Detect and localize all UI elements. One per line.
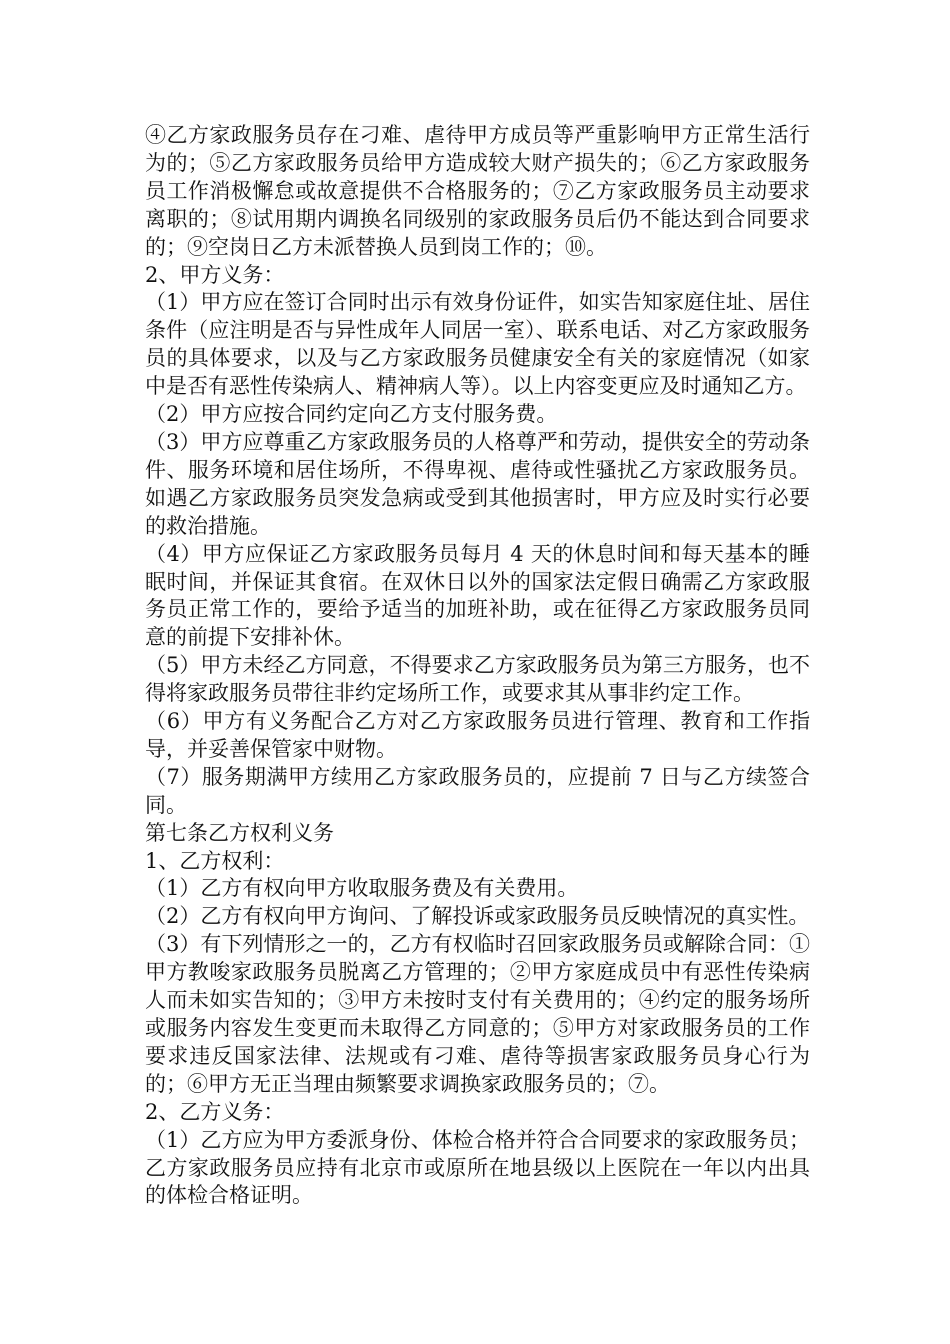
- heading-party-b-obligations: 2、乙方义务：: [145, 1099, 285, 1124]
- paragraph-party-a-obligation-5: （5）甲方未经乙方同意，不得要求乙方家政服务员为第三方服务，也不得将家政服务员带往非约定场所工作，或要求其从事非约定工作。: [145, 653, 810, 706]
- paragraph-party-b-right-1: （1）乙方有权向甲方收取服务费及有关费用。: [145, 876, 579, 901]
- paragraph-party-a-obligation-2: （2）甲方应按合同约定向乙方支付服务费。: [145, 402, 558, 427]
- paragraph-party-b-obligation-1: （1）乙方应为甲方委派身份、体检合格并符合合同要求的家政服务员；乙方家政服务员应持有北京市或原所在地县级以上医院在一年以内出具的体检合格证明。: [145, 1127, 810, 1208]
- document-page: [145, 122, 810, 1210]
- heading-article-7: 第七条乙方权利义务: [145, 820, 334, 845]
- paragraph-party-a-obligation-4: （4）甲方应保证乙方家政服务员每月 4 天的休息时间和每天基本的睡眠时间，并保证其食宿。在双休日以外的国家法定假日确需乙方家政服务员正常工作的，要给予适当的加班补助，或在征得乙方家政服务员同意的前提下安排补休。: [145, 541, 810, 650]
- paragraph-party-a-obligation-3: （3）甲方应尊重乙方家政服务员的人格尊严和劳动，提供安全的劳动条件、服务环境和居住场所，不得卑视、虐待或性骚扰乙方家政服务员。如遇乙方家政服务员突发急病或受到其他损害时，甲方应及时实行必要的救治措施。: [145, 429, 810, 538]
- paragraph-party-b-right-2: （2）乙方有权向甲方询问、了解投诉或家政服务员反映情况的真实性。: [145, 904, 810, 929]
- heading-party-b-rights: 1、乙方权利：: [145, 848, 285, 873]
- heading-party-a-obligations: 2、甲方义务：: [145, 262, 285, 287]
- paragraph-party-b-right-3: （3）有下列情形之一的，乙方有权临时召回家政服务员或解除合同：① 甲方教唆家政服务员脱离乙方管理的；②甲方家庭成员中有恶性传染病人而未如实告知的；③甲方未按时支付有关费用的；④约定的服务场所或服务内容发生变更而未取得乙方同意的；⑤甲方对家政服务员的工作要求违反国家法律、法规或有刁难、虐待等损害家政服务员身心行为的；⑥甲方无正当理由频繁要求调换家政服务员的；⑦。: [145, 932, 810, 1096]
- paragraph-party-a-obligation-7: （7）服务期满甲方续用乙方家政服务员的，应提前 7 日与乙方续签合同。: [145, 764, 810, 817]
- paragraph-obligation-list-continued: ④乙方家政服务员存在刁难、虐待甲方成员等严重影响甲方正常生活行为的；⑤乙方家政服务员给甲方造成较大财产损失的；⑥乙方家政服务员工作消极懈怠或故意提供不合格服务的；⑦乙方家政服务员主动要求离职的；⑧试用期内调换名同级别的家政服务员后仍不能达到合同要求的；⑨空岗日乙方未派替换人员到岗工作的；⑩。: [145, 123, 810, 259]
- paragraph-party-a-obligation-6: （6）甲方有义务配合乙方对乙方家政服务员进行管理、教育和工作指导，并妥善保管家中财物。: [145, 709, 810, 761]
- paragraph-party-a-obligation-1: （1）甲方应在签订合同时出示有效身份证件，如实告知家庭住址、居住条件（应注明是否与异性成年人同居一室）、联系电话、对乙方家政服务员的具体要求，以及与乙方家政服务员健康安全有关的家庭情况（如家中是否有恶性传染病人、精神病人等）。以上内容变更应及时通知乙方。: [145, 290, 810, 399]
